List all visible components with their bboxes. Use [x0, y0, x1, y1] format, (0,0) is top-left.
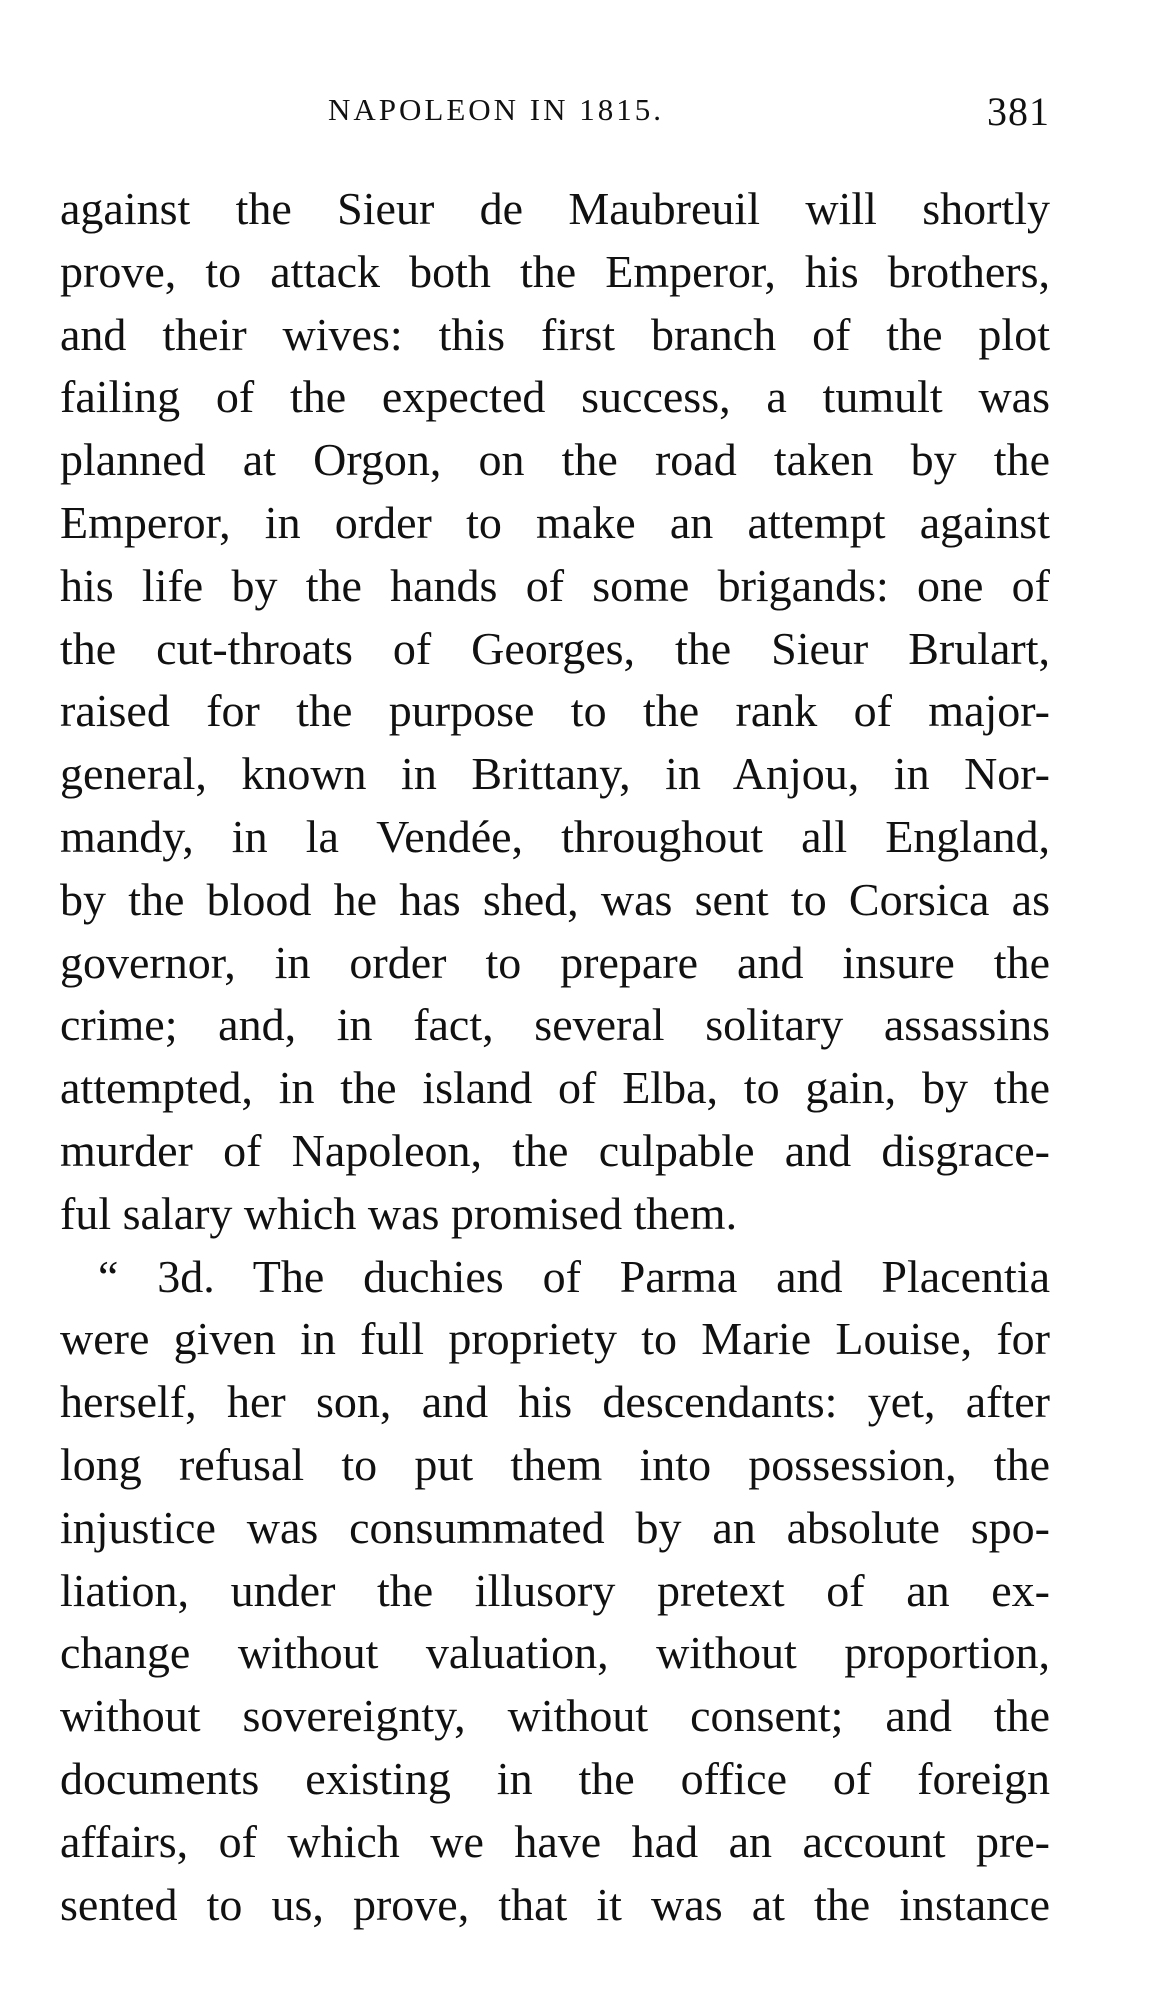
text-line: change without valuation, without proportion,	[60, 1627, 1050, 1679]
text-line: herself, her son, and his descendants: yet, after	[60, 1376, 1050, 1428]
text-line: his life by the hands of some brigands: one of	[60, 559, 1050, 611]
text-line: ful salary which was promised them.	[60, 1187, 738, 1239]
text-line: Emperor, in order to make an attempt against	[60, 496, 1050, 548]
text-line: raised for the purpose to the rank of major-	[60, 685, 1050, 737]
text-line: murder of Napoleon, the culpable and disgrace-	[60, 1124, 1050, 1176]
text-line: documents existing in the office of foreign	[60, 1752, 1050, 1804]
text-line: mandy, in la Vendée, throughout all England,	[60, 810, 1050, 862]
text-line: the cut-throats of Georges, the Sieur Brulart,	[60, 622, 1050, 674]
running-title: NAPOLEON IN 1815.	[328, 92, 665, 127]
text-line: against the Sieur de Maubreuil will shortly	[60, 183, 1050, 234]
text-line: long refusal to put them into possession, the	[60, 1438, 1050, 1490]
text-line: and their wives: this first branch of the plot	[60, 308, 1050, 360]
text-line: liation, under the illusory pretext of an ex-	[60, 1564, 1050, 1616]
text-line: planned at Orgon, on the road taken by the	[60, 434, 1050, 486]
body-text	[60, 178, 1050, 1936]
text-line: affairs, of which we have had an account pre-	[60, 1815, 1050, 1867]
text-line: were given in full propriety to Marie Louise, for	[60, 1313, 1050, 1365]
text-line: governor, in order to prepare and insure the	[60, 936, 1050, 988]
page-number: 381	[987, 89, 1050, 134]
text-line: by the blood he has shed, was sent to Corsica as	[60, 873, 1050, 925]
text-line: sented to us, prove, that it was at the instance	[60, 1878, 1050, 1930]
text-line: attempted, in the island of Elba, to gain, by the	[60, 1062, 1050, 1114]
text-line: “ 3d. The duchies of Parma and Placentia	[98, 1250, 1050, 1302]
text-line: injustice was consummated by an absolute spo-	[60, 1501, 1050, 1553]
text-line: without sovereignty, without consent; and the	[60, 1690, 1050, 1742]
text-line: failing of the expected success, a tumult was	[60, 371, 1050, 423]
text-line: prove, to attack both the Emperor, his brothers,	[60, 245, 1050, 297]
text-line: general, known in Brittany, in Anjou, in Nor-	[60, 748, 1050, 800]
running-head	[60, 89, 1050, 142]
text-line: crime; and, in fact, several solitary assassins	[60, 999, 1050, 1051]
